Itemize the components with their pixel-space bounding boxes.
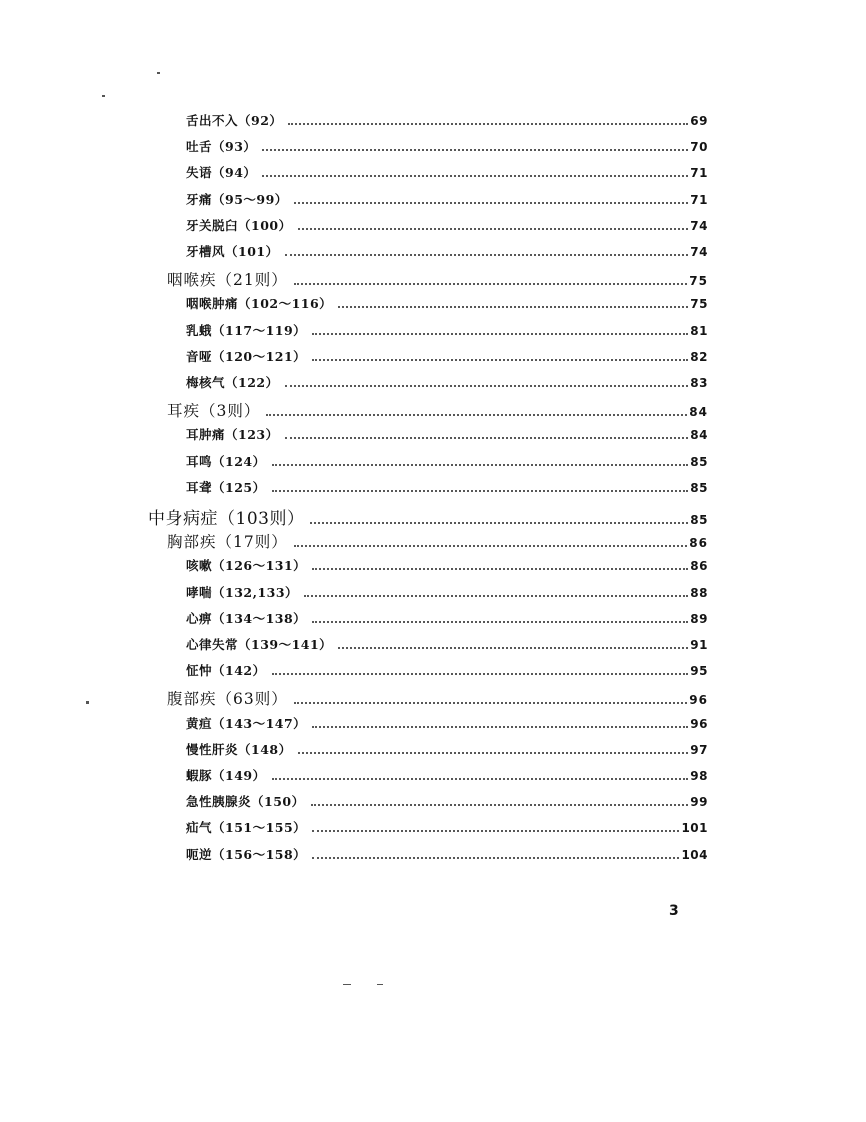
toc-entry-page: 95 (690, 664, 708, 679)
toc-entry (186, 425, 708, 447)
toc-entry-title: 耳疾（3则） (167, 402, 261, 421)
dot-leader (294, 535, 688, 547)
dot-leader (312, 820, 679, 832)
toc-entry (167, 687, 708, 709)
toc-entry-page: 101 (681, 821, 708, 836)
toc-entry (186, 163, 708, 185)
toc-entry-title: 慢性肝炎（148） (186, 741, 292, 757)
toc-entry-page: 88 (690, 585, 708, 600)
toc-entry (186, 294, 708, 316)
dot-leader (262, 165, 688, 177)
toc-entry-page: 70 (690, 140, 708, 155)
toc-entry (186, 111, 708, 133)
toc-entry (186, 321, 708, 343)
toc-entry-title: 吐舌（93） (186, 139, 257, 155)
toc-entry (186, 740, 708, 762)
toc-entry-title: 耳鸣（124） (186, 453, 266, 469)
toc-entry-title: 黄疸（143～147） (186, 715, 307, 731)
toc-entry-title: 怔忡（142） (186, 663, 266, 679)
toc-entry (186, 583, 708, 605)
dot-leader (288, 113, 688, 125)
toc-entry (186, 766, 708, 788)
toc-entry-title: 牙痛（95～99） (186, 191, 288, 207)
toc-entry-title: 哮喘（132,133） (186, 584, 299, 600)
toc-entry-page: 98 (690, 769, 708, 783)
toc-entry (148, 504, 708, 529)
toc-entry-page: 85 (690, 454, 708, 469)
toc-entry-title: 蝦豚（149） (186, 768, 266, 783)
toc-entry-page: 74 (690, 218, 708, 233)
toc-entry-page: 97 (690, 742, 708, 757)
toc-entry-page: 71 (690, 192, 708, 207)
toc-entry-page: 89 (690, 611, 708, 626)
scan-speck (157, 72, 160, 74)
dot-leader (312, 847, 679, 859)
toc-entry (167, 530, 708, 552)
dot-leader (294, 192, 689, 204)
toc-entry-title: 乳蛾（117～119） (186, 322, 307, 338)
toc-entry-title: 梅核气（122） (186, 375, 279, 390)
scan-speck (377, 984, 383, 985)
toc-entry-page: 74 (690, 245, 708, 259)
toc-entry-title: 音哑（120～121） (186, 348, 307, 364)
dot-leader (294, 692, 688, 704)
toc-entry-title: 呃逆（156～158） (186, 846, 307, 862)
dot-leader (266, 404, 687, 416)
toc-entry-page: 69 (690, 114, 708, 128)
toc-entry-page: 85 (690, 513, 708, 527)
toc-entry (186, 452, 708, 474)
toc-entry-page: 75 (689, 274, 708, 289)
toc-entry-title: 耳聋（125） (186, 479, 266, 495)
dot-leader (298, 218, 689, 230)
toc-entry-page: 96 (689, 693, 708, 708)
dot-leader (272, 480, 689, 492)
toc-entry-page: 86 (689, 536, 708, 551)
toc-entry (186, 137, 708, 159)
dot-leader (311, 794, 689, 806)
toc-entry-page: 104 (681, 847, 708, 862)
toc-entry (186, 792, 708, 814)
toc-entry-title: 咽喉疾（21则） (167, 271, 288, 290)
dot-leader (312, 558, 688, 570)
toc-entry (186, 373, 708, 395)
toc-entry (186, 556, 708, 578)
toc-entry-page: 71 (690, 166, 708, 181)
dot-leader (298, 742, 689, 754)
toc-entry (186, 609, 708, 631)
dot-leader (312, 349, 688, 361)
toc-entry (186, 242, 708, 264)
toc-entry-title: 咳嗽（126～131） (186, 558, 307, 574)
toc-entry-title: 心痹（134～138） (186, 610, 307, 626)
scan-speck (102, 95, 105, 97)
toc-entry (186, 216, 708, 238)
toc-entry-page: 84 (690, 428, 708, 443)
toc-entry-title: 心律失常（139～141） (186, 637, 333, 652)
toc-entry-page: 75 (690, 297, 708, 312)
dot-leader (338, 637, 688, 649)
toc-entry-page: 82 (690, 349, 708, 364)
toc-entry-page: 85 (690, 480, 708, 495)
toc-entry-page: 86 (690, 559, 708, 574)
toc-entry (186, 190, 708, 212)
dot-leader (312, 716, 688, 728)
toc-entry-title: 失语（94） (186, 165, 257, 181)
toc-entry-page: 96 (690, 716, 708, 731)
toc-entry-title: 中身病症（103则） (148, 509, 305, 529)
toc-entry-title: 急性胰腺炎（150） (186, 794, 305, 810)
toc-entry-title: 舌出不入（92） (186, 113, 283, 128)
toc-entry-title: 咽喉肿痛（102～116） (186, 296, 333, 312)
dot-leader (312, 611, 688, 623)
toc-entry-page: 91 (690, 638, 708, 652)
toc-entry (186, 714, 708, 736)
toc-entry (186, 818, 708, 840)
toc-entry (167, 268, 708, 290)
scan-speck (343, 984, 351, 985)
dot-leader (262, 139, 688, 151)
dot-leader (310, 512, 688, 524)
dot-leader (285, 375, 689, 387)
dot-leader (285, 427, 689, 439)
toc-entry-title: 疝气（151～155） (186, 820, 307, 836)
toc-entry (167, 399, 708, 421)
toc-entry-page: 83 (690, 376, 708, 390)
toc-entry (186, 845, 708, 867)
dot-leader (312, 323, 688, 335)
toc-entry (186, 347, 708, 369)
toc-entry-title: 腹部疾（63则） (167, 690, 288, 709)
dot-leader (272, 454, 689, 466)
toc-entry-title: 胸部疾（17则） (167, 533, 288, 552)
toc-entry-title: 牙关脱臼（100） (186, 217, 292, 233)
toc-entry (186, 635, 708, 657)
toc-entry (186, 661, 708, 683)
dot-leader (272, 663, 689, 675)
toc-entry-page: 84 (689, 405, 708, 420)
toc-entry-page: 99 (690, 795, 708, 810)
scan-speck (86, 701, 89, 704)
dot-leader (304, 585, 688, 597)
dot-leader (285, 244, 689, 256)
dot-leader (294, 273, 688, 285)
dot-leader (272, 768, 689, 780)
toc-entry (186, 478, 708, 500)
toc-entry-title: 牙槽风（101） (186, 244, 279, 259)
page-number: 3 (669, 903, 679, 919)
toc-entry-title: 耳肿痛（123） (186, 427, 279, 443)
dot-leader (338, 296, 688, 308)
toc-entry-page: 81 (690, 323, 708, 338)
